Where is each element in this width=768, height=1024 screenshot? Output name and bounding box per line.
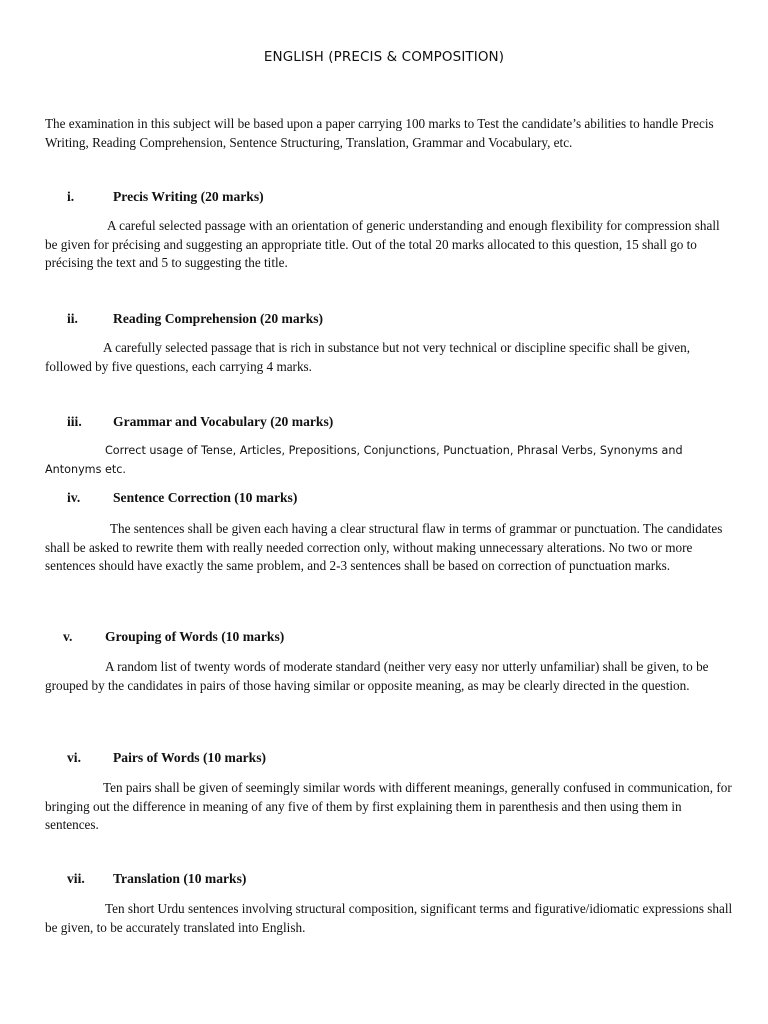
section-body-translation: Ten short Urdu sentences involving structural composition, significant terms and figurative/idiomatic expressions shall be given, to be accurately translated into English. xyxy=(45,901,733,935)
section-title: Grammar and Vocabulary (20 marks) xyxy=(113,414,334,429)
section-number: i. xyxy=(67,189,75,204)
section-title: Precis Writing (20 marks) xyxy=(113,189,264,204)
section-number: vii. xyxy=(67,871,85,886)
section-number: iii. xyxy=(67,414,82,429)
section-body-grouping-of-words: A random list of twenty words of moderate standard (neither very easy nor utterly unfamiliar) shall be given, to be grouped by the candidates in pairs of those having similar or opposite meaning, as may be clearly directed in the question. xyxy=(45,659,709,693)
page-title: ENGLISH (PRECIS & COMPOSITION) xyxy=(263,49,505,65)
section-title: Pairs of Words (10 marks) xyxy=(113,750,267,765)
section-title: Sentence Correction (10 marks) xyxy=(113,490,298,505)
section-title: Reading Comprehension (20 marks) xyxy=(113,311,324,326)
section-body-reading-comprehension: A carefully selected passage that is rich in substance but not very technical or discipline specific shall be given, followed by five questions, each carrying 4 marks. xyxy=(45,340,691,374)
section-title: Translation (10 marks) xyxy=(113,871,247,886)
section-number: ii. xyxy=(67,311,78,326)
section-number: vi. xyxy=(67,750,81,765)
section-number: v. xyxy=(63,629,73,644)
section-body-sentence-correction: The sentences shall be given each having a clear structural flaw in terms of grammar or punctuation. The candidates shall be asked to rewrite them with really needed correction only, without making unnecessary alterations. No two or more sentences should have exactly the same problem, and 2-3 sentences shall be based on correction of punctuation marks. xyxy=(45,521,723,573)
intro-paragraph: The examination in this subject will be based upon a paper carrying 100 marks to Test the candidate’s abilities to handle Precis Writing, Reading Comprehension, Sentence Structuring, Translation, Grammar and Vocabulary, etc. xyxy=(45,116,714,150)
section-title: Grouping of Words (10 marks) xyxy=(105,629,285,644)
section-body-pairs-of-words: Ten pairs shall be given of seemingly similar words with different meanings, generally confused in communication, for bringing out the difference in meaning of any five of them by first explaining them in parenthesis and then using them in sentences. xyxy=(45,780,732,832)
section-body-grammar-vocabulary: Correct usage of Tense, Articles, Prepositions, Conjunctions, Punctuation, Phrasal Verbs, Synonyms and Antonyms etc. xyxy=(45,444,683,476)
section-body-precis-writing: A careful selected passage with an orientation of generic understanding and enough flexibility for compression shall be given for précising and suggesting an appropriate title. Out of the total 20 marks allocated to this question, 15 shall go to précising the text and 5 to suggesting the title. xyxy=(45,218,720,270)
section-number: iv. xyxy=(67,490,81,505)
